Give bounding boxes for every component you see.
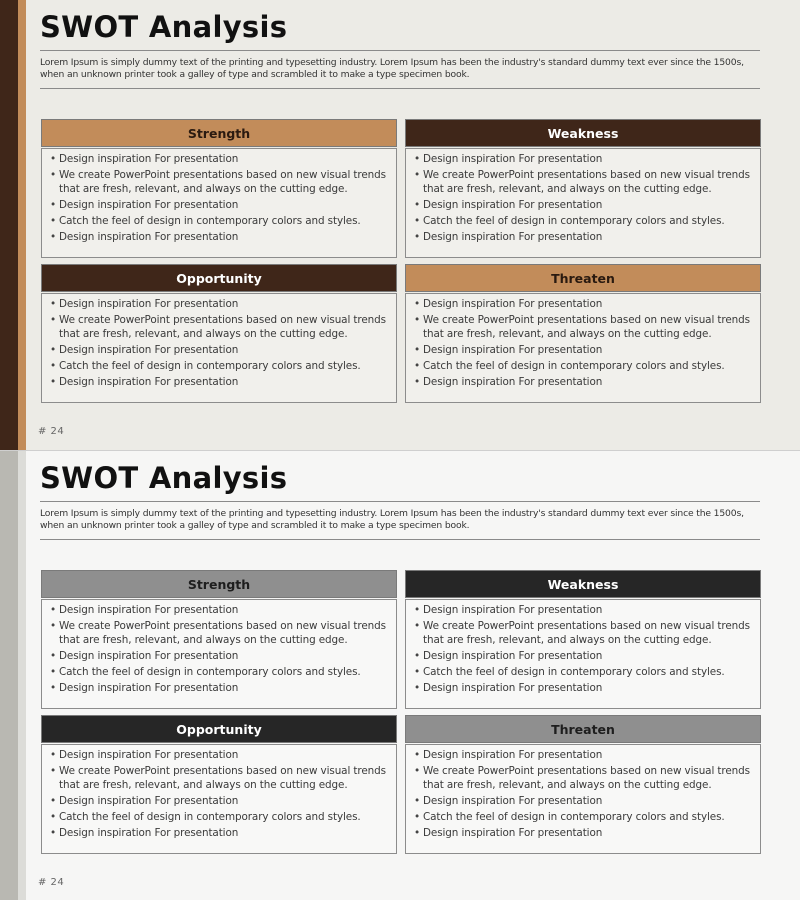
quadrant-body [41, 599, 397, 709]
bullet-item: • Design inspiration For presentation [50, 231, 388, 245]
bullet-item: • Design inspiration For presentation [414, 199, 752, 213]
bullet-item: • Design inspiration For presentation [50, 344, 388, 358]
bullet-list [414, 153, 752, 244]
quadrant-body [41, 744, 397, 854]
accent-bar-inner [18, 451, 26, 900]
quadrant-header: Weakness [405, 119, 761, 147]
quadrant-strength [41, 119, 397, 258]
bullet-item: • We create PowerPoint presentations based on new visual trends that are fresh, relevant, and always on the cutting edge. [414, 620, 752, 647]
quadrant-opportunity [41, 715, 397, 854]
page-number: # 24 [38, 877, 65, 888]
slide-title: SWOT Analysis [40, 461, 288, 495]
bullet-item: • Design inspiration For presentation [414, 650, 752, 664]
quadrant-header: Strength [41, 570, 397, 598]
bullet-item: • Catch the feel of design in contemporary colors and styles. [414, 811, 752, 825]
bullet-list [50, 604, 388, 695]
bullet-item: • Design inspiration For presentation [414, 376, 752, 390]
page-number: # 24 [38, 426, 65, 437]
bullet-list [414, 604, 752, 695]
accent-bar-inner [18, 0, 26, 450]
bullet-item: • Design inspiration For presentation [50, 827, 388, 841]
quadrant-header: Strength [41, 119, 397, 147]
divider-bottom [40, 88, 760, 89]
quadrant-body [41, 148, 397, 258]
quadrant-strength [41, 570, 397, 709]
bullet-item: • Catch the feel of design in contemporary colors and styles. [50, 666, 388, 680]
divider-top [40, 50, 760, 51]
quadrant-header: Threaten [405, 715, 761, 743]
bullet-item: • Catch the feel of design in contemporary colors and styles. [414, 215, 752, 229]
bullet-item: • We create PowerPoint presentations based on new visual trends that are fresh, relevant, and always on the cutting edge. [414, 169, 752, 196]
slide-description: Lorem Ipsum is simply dummy text of the printing and typesetting industry. Lorem Ipsum has been the industry's standard dummy text ever since the 1500s, when an unknown printer took a galley of type and scrambled it to make a type specimen book. [40, 508, 744, 531]
bullet-list [414, 749, 752, 840]
bullet-item: • Design inspiration For presentation [50, 153, 388, 167]
quadrant-header: Opportunity [41, 715, 397, 743]
divider-top [40, 501, 760, 502]
accent-bar-outer [0, 451, 18, 900]
bullet-list [50, 749, 388, 840]
quadrant-header: Opportunity [41, 264, 397, 292]
bullet-item: • We create PowerPoint presentations based on new visual trends that are fresh, relevant, and always on the cutting edge. [50, 620, 388, 647]
bullet-item: • We create PowerPoint presentations based on new visual trends that are fresh, relevant, and always on the cutting edge. [50, 169, 388, 196]
bullet-item: • Design inspiration For presentation [50, 795, 388, 809]
bullet-item: • Catch the feel of design in contemporary colors and styles. [414, 360, 752, 374]
bullet-item: • Design inspiration For presentation [414, 604, 752, 618]
quadrant-body [405, 148, 761, 258]
bullet-list [414, 298, 752, 389]
bullet-item: • Design inspiration For presentation [414, 298, 752, 312]
quadrant-opportunity [41, 264, 397, 403]
quadrant-threaten [405, 264, 761, 403]
bullet-item: • Design inspiration For presentation [50, 749, 388, 763]
bullet-item: • Design inspiration For presentation [50, 650, 388, 664]
bullet-item: • Design inspiration For presentation [414, 682, 752, 696]
bullet-item: • We create PowerPoint presentations based on new visual trends that are fresh, relevant, and always on the cutting edge. [414, 314, 752, 341]
quadrant-header: Threaten [405, 264, 761, 292]
accent-bar-outer [0, 0, 18, 450]
bullet-item: • We create PowerPoint presentations based on new visual trends that are fresh, relevant, and always on the cutting edge. [50, 765, 388, 792]
swot-slide-gray [0, 450, 800, 900]
slide-description: Lorem Ipsum is simply dummy text of the printing and typesetting industry. Lorem Ipsum has been the industry's standard dummy text ever since the 1500s, when an unknown printer took a galley of type and scrambled it to make a type specimen book. [40, 57, 744, 80]
quadrant-body [405, 744, 761, 854]
bullet-item: • Design inspiration For presentation [414, 231, 752, 245]
bullet-list [50, 298, 388, 389]
bullet-item: • We create PowerPoint presentations based on new visual trends that are fresh, relevant, and always on the cutting edge. [414, 765, 752, 792]
bullet-item: • Design inspiration For presentation [414, 153, 752, 167]
bullet-item: • We create PowerPoint presentations based on new visual trends that are fresh, relevant, and always on the cutting edge. [50, 314, 388, 341]
quadrant-body [41, 293, 397, 403]
bullet-item: • Design inspiration For presentation [50, 376, 388, 390]
divider-bottom [40, 539, 760, 540]
bullet-item: • Design inspiration For presentation [414, 344, 752, 358]
bullet-item: • Design inspiration For presentation [50, 682, 388, 696]
quadrant-weakness [405, 119, 761, 258]
slide-title: SWOT Analysis [40, 10, 288, 44]
bullet-item: • Design inspiration For presentation [50, 298, 388, 312]
quadrant-threaten [405, 715, 761, 854]
bullet-item: • Design inspiration For presentation [414, 827, 752, 841]
bullet-item: • Catch the feel of design in contemporary colors and styles. [414, 666, 752, 680]
bullet-item: • Catch the feel of design in contemporary colors and styles. [50, 215, 388, 229]
bullet-item: • Catch the feel of design in contemporary colors and styles. [50, 360, 388, 374]
quadrant-body [405, 293, 761, 403]
bullet-item: • Design inspiration For presentation [414, 795, 752, 809]
bullet-item: • Design inspiration For presentation [414, 749, 752, 763]
quadrant-header: Weakness [405, 570, 761, 598]
bullet-item: • Catch the feel of design in contemporary colors and styles. [50, 811, 388, 825]
bullet-item: • Design inspiration For presentation [50, 199, 388, 213]
bullet-list [50, 153, 388, 244]
bullet-item: • Design inspiration For presentation [50, 604, 388, 618]
quadrant-weakness [405, 570, 761, 709]
quadrant-body [405, 599, 761, 709]
